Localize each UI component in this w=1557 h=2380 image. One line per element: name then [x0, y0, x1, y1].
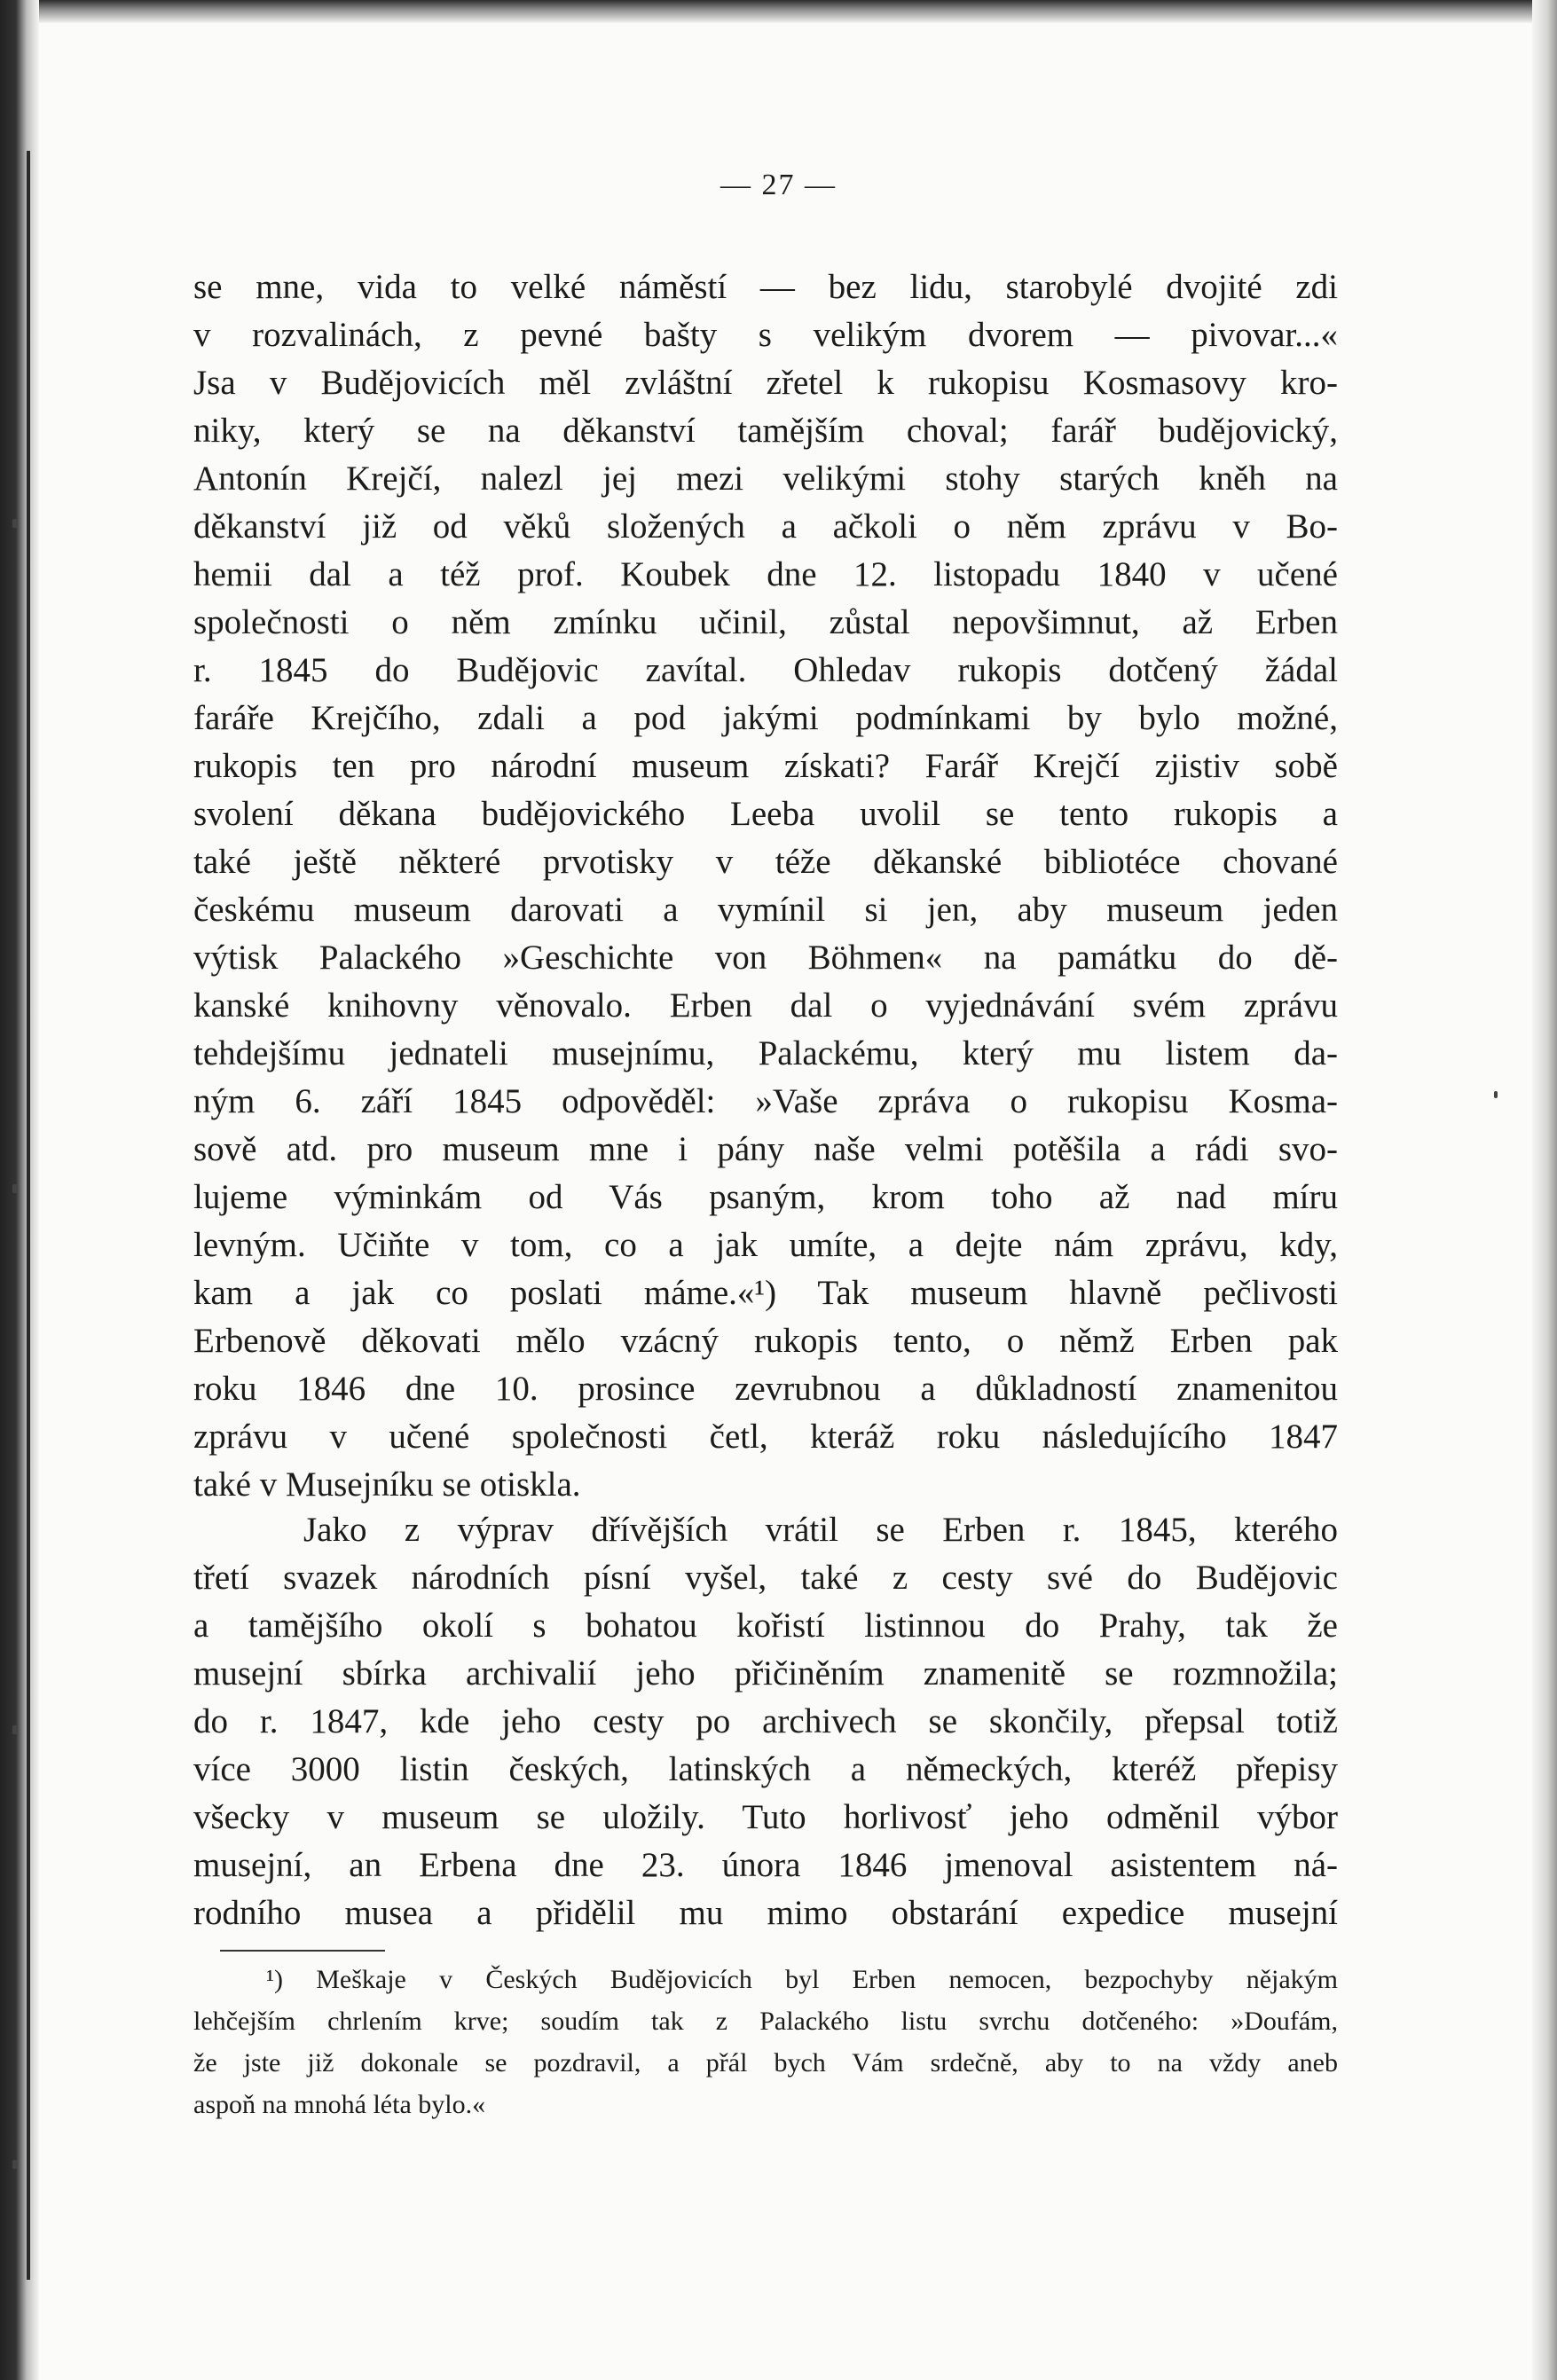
scan-left-edge	[0, 0, 39, 2380]
text-line: Jako z výprav dřívějších vrátil se Erben r. 1845, kterého	[303, 1511, 1338, 1549]
scan-right-edge	[1532, 0, 1557, 2380]
text-line: a tamějšího okolí s bohatou kořistí listinnou do Prahy, tak že	[193, 1606, 1338, 1645]
text-line: musejní, an Erbena dne 23. února 1846 jmenoval asistentem ná-	[193, 1846, 1338, 1884]
scan-speck	[12, 1184, 18, 1193]
text-line: hemii dal a též prof. Koubek dne 12. listopadu 1840 v učené	[193, 555, 1338, 593]
footnote-divider	[220, 1950, 385, 1952]
text-line: kam a jak co poslati máme.«¹) Tak museum hlavně pečlivosti	[193, 1274, 1338, 1312]
text-line: musejní sbírka archivalií jeho přičiněním znamenitě se rozmnožila;	[193, 1654, 1338, 1693]
text-line: tehdejšímu jednateli musejnímu, Palackému, který mu listem da-	[193, 1034, 1338, 1072]
text-line: Antonín Krejčí, nalezl jej mezi velikými stohy starých kněh na	[193, 460, 1338, 498]
text-line: v rozvalinách, z pevné bašty s velikým dvorem — pivovar...«	[193, 316, 1338, 354]
scan-speck	[12, 519, 18, 528]
scan-speck	[12, 1725, 18, 1734]
text-line: děkanství již od věků složených a ačkoli o něm zprávu v Bo-	[193, 507, 1338, 546]
text-line: rodního musea a přidělil mu mimo obstarání expedice musejní	[193, 1894, 1338, 1932]
footnote-line: aspoň na mnohá léta bylo.«	[193, 2090, 486, 2119]
text-line: zprávu v učené společnosti četl, kteráž roku následujícího 1847	[193, 1418, 1338, 1456]
page-number: — 27 —	[720, 169, 837, 201]
text-line: více 3000 listin českých, latinských a německých, kteréž přepisy	[193, 1750, 1338, 1788]
footnote-line: ¹) Meškaje v Českých Budějovicích byl Erben nemocen, bezpochyby nějakým	[266, 1965, 1338, 1994]
text-line: Jsa v Budějovicích měl zvláštní zřetel k rukopisu Kosmasovy kro-	[193, 364, 1338, 402]
scan-speck	[12, 2160, 18, 2169]
footnote-line: že jste již dokonale se pozdravil, a přál bych Vám srdečně, aby to na vždy aneb	[193, 2048, 1338, 2078]
text-line: lujeme výminkám od Vás psaným, krom toho až nad míru	[193, 1178, 1338, 1216]
text-line: třetí svazek národních písní vyšel, také z cesty své do Budějovic	[193, 1559, 1338, 1597]
text-line: ným 6. září 1845 odpověděl: »Vaše zpráva o rukopisu Kosma-	[193, 1082, 1338, 1120]
text-line: niky, který se na děkanství tamějším choval; farář budějovický,	[193, 412, 1338, 450]
text-line: rukopis ten pro národní museum získati? Farář Krejčí zjistiv sobě	[193, 747, 1338, 785]
text-line: svolení děkana budějovického Leeba uvolil se tento rukopis a	[193, 795, 1338, 833]
text-line: faráře Krejčího, zdali a pod jakými podmínkami by bylo možné,	[193, 699, 1338, 737]
footnote-line: lehčejším chrlením krve; soudím tak z Palackého listu svrchu dotčeného: »Doufám,	[193, 2007, 1338, 2036]
binding-shadow	[27, 151, 30, 2280]
text-line: sově atd. pro museum mne i pány naše velmi potěšila a rádi svo-	[193, 1130, 1338, 1168]
text-line: se mne, vida to velké náměstí — bez lidu, starobylé dvojité zdi	[193, 268, 1338, 306]
text-line: r. 1845 do Budějovic zavítal. Ohledav rukopis dotčený žádal	[193, 651, 1338, 689]
text-line: také ještě některé prvotisky v téže děkanské bibliotéce chované	[193, 843, 1338, 881]
text-line: také v Musejníku se otiskla.	[193, 1465, 581, 1504]
text-line: levným. Učiňte v tom, co a jak umíte, a dejte nám zprávu, kdy,	[193, 1226, 1338, 1264]
text-line: do r. 1847, kde jeho cesty po archivech se skončily, přepsal totiž	[193, 1702, 1338, 1740]
text-line: roku 1846 dne 10. prosince zevrubnou a důkladností znamenitou	[193, 1370, 1338, 1408]
scan-top-edge	[0, 0, 1557, 23]
text-line: společnosti o něm zmínku učinil, zůstal nepovšimnut, až Erben	[193, 603, 1338, 641]
text-line: všecky v museum se uložily. Tuto horlivosť jeho odměnil výbor	[193, 1798, 1338, 1836]
text-line: výtisk Palackého »Geschichte von Böhmen« na památku do dě-	[193, 939, 1338, 977]
text-line: Erbenově děkovati mělo vzácný rukopis tento, o němž Erben pak	[193, 1322, 1338, 1360]
text-line: českému museum darovati a vymínil si jen, aby museum jeden	[193, 891, 1338, 929]
scan-speck	[1494, 1091, 1498, 1098]
text-line: kanské knihovny věnovalo. Erben dal o vyjednávání svém zprávu	[193, 986, 1338, 1025]
